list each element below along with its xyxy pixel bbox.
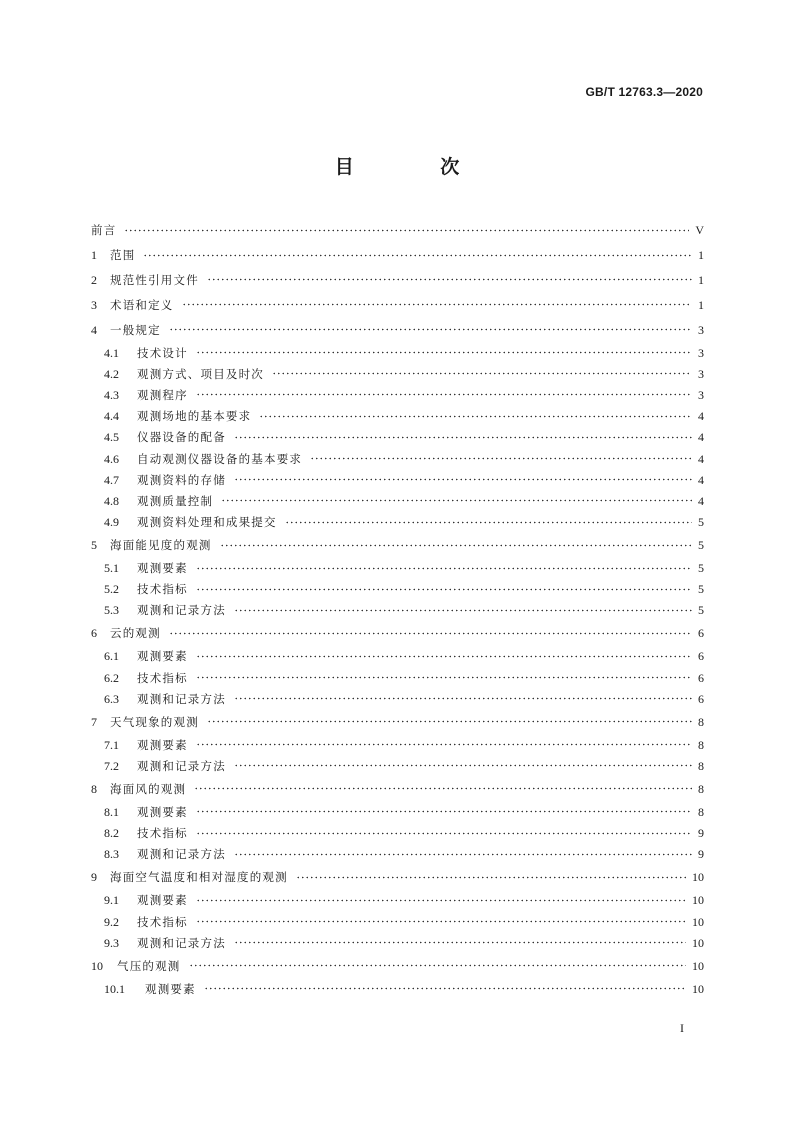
dot-leader <box>234 609 692 612</box>
toc-entry-title: 仪器设备的配备 <box>137 430 226 445</box>
toc-entry-title: 技术指标 <box>137 914 188 929</box>
toc-entry[interactable] <box>91 755 704 776</box>
toc-entry-number: 7 <box>91 714 97 729</box>
toc-entry-title: 观测和记录方法 <box>137 935 226 950</box>
toc-entry-page: 3 <box>698 322 704 337</box>
page-number: I <box>680 1021 684 1035</box>
toc-entry-title: 海面能见度的观测 <box>110 538 212 553</box>
toc-entry[interactable] <box>91 384 704 405</box>
table-of-contents <box>91 218 704 999</box>
toc-entry-number: 8.1 <box>104 804 119 819</box>
toc-entry[interactable] <box>91 363 704 384</box>
toc-entry-page: 8 <box>698 781 704 796</box>
toc-entry[interactable] <box>91 292 704 317</box>
toc-entry-page: 5 <box>698 603 704 618</box>
dot-leader <box>310 457 692 460</box>
dot-leader <box>196 832 692 835</box>
toc-entry-number: 8.3 <box>104 847 119 862</box>
toc-entry-number: 1 <box>91 248 97 263</box>
toc-entry-number: 4.3 <box>104 387 119 402</box>
toc-entry-title: 观测方式、项目及时次 <box>137 366 264 381</box>
toc-entry-page: 3 <box>698 366 704 381</box>
toc-entry-page: 10 <box>692 870 704 885</box>
dot-leader <box>124 229 689 232</box>
dot-leader <box>182 303 693 306</box>
toc-entry[interactable] <box>91 218 704 243</box>
toc-entry-page: 10 <box>692 958 704 973</box>
toc-entry-title: 海面空气温度和相对湿度的观测 <box>110 870 288 885</box>
toc-entry[interactable] <box>91 406 704 427</box>
dot-leader <box>196 810 692 813</box>
toc-entry-title: 观测和记录方法 <box>137 758 226 773</box>
toc-entry-number: 4.7 <box>104 472 119 487</box>
toc-entry[interactable] <box>91 709 704 734</box>
dot-leader <box>259 415 692 418</box>
toc-entry-page: V <box>695 223 704 238</box>
toc-entry-number: 4.9 <box>104 515 119 530</box>
toc-entry-title: 范围 <box>110 248 136 263</box>
dot-leader <box>169 328 692 331</box>
toc-entry-title: 气压的观测 <box>117 958 181 973</box>
toc-entry-title: 技术指标 <box>137 582 188 597</box>
dot-leader <box>196 567 692 570</box>
toc-entry-title: 观测要素 <box>137 804 188 819</box>
dot-leader <box>234 941 686 944</box>
toc-entry[interactable] <box>91 823 704 844</box>
toc-entry-title: 天气现象的观测 <box>110 714 199 729</box>
dot-leader <box>143 254 692 257</box>
dot-leader <box>196 351 692 354</box>
toc-entry[interactable] <box>91 600 704 621</box>
toc-entry-page: 1 <box>698 297 704 312</box>
toc-entry[interactable] <box>91 844 704 865</box>
toc-entry-title: 技术指标 <box>137 826 188 841</box>
toc-entry[interactable] <box>91 342 704 363</box>
toc-entry-title: 观测程序 <box>137 387 188 402</box>
toc-entry[interactable] <box>91 646 704 667</box>
dot-leader <box>234 853 692 856</box>
toc-entry-number: 4.4 <box>104 409 119 424</box>
dot-leader <box>196 920 686 923</box>
toc-entry-number: 9.1 <box>104 893 119 908</box>
toc-entry-page: 5 <box>698 515 704 530</box>
toc-entry-title: 自动观测仪器设备的基本要求 <box>137 451 303 466</box>
toc-entry-number: 6.3 <box>104 691 119 706</box>
toc-entry-page: 5 <box>698 561 704 576</box>
dot-leader <box>196 743 692 746</box>
dot-leader <box>169 632 692 635</box>
dot-leader <box>189 964 687 967</box>
toc-entry-number: 5.2 <box>104 582 119 597</box>
page-title: 目 次 <box>334 156 500 178</box>
toc-entry[interactable] <box>91 533 704 558</box>
toc-entry-number: 4.6 <box>104 451 119 466</box>
dot-leader <box>296 876 686 879</box>
toc-entry-number: 5 <box>91 538 97 553</box>
toc-entry-page: 4 <box>698 493 704 508</box>
toc-entry-page: 1 <box>698 248 704 263</box>
toc-entry-page: 5 <box>698 582 704 597</box>
toc-entry-number: 9.2 <box>104 914 119 929</box>
toc-entry-title: 技术指标 <box>137 670 188 685</box>
dot-leader <box>234 764 692 767</box>
toc-entry-title: 观测场地的基本要求 <box>137 409 252 424</box>
toc-entry-title: 云的观测 <box>110 626 161 641</box>
toc-entry-page: 8 <box>698 758 704 773</box>
dot-leader <box>196 676 692 679</box>
toc-entry-number: 4.2 <box>104 366 119 381</box>
toc-entry-title: 海面风的观测 <box>110 781 187 796</box>
toc-entry-number: 5.3 <box>104 603 119 618</box>
dot-leader <box>207 720 692 723</box>
dot-leader <box>207 278 692 281</box>
toc-entry-number: 6.2 <box>104 670 119 685</box>
toc-entry-number: 7.2 <box>104 758 119 773</box>
toc-entry-number: 9 <box>91 870 97 885</box>
dot-leader <box>196 655 692 658</box>
toc-entry[interactable] <box>91 777 704 802</box>
dot-leader <box>221 499 692 502</box>
toc-entry-page: 8 <box>698 737 704 752</box>
toc-entry[interactable] <box>91 890 704 911</box>
toc-entry-title: 规范性引用文件 <box>110 272 199 287</box>
toc-entry[interactable] <box>91 490 704 511</box>
dot-leader <box>196 588 692 591</box>
toc-entry-number: 9.3 <box>104 935 119 950</box>
dot-leader <box>234 478 692 481</box>
toc-entry-number: 4.8 <box>104 493 119 508</box>
toc-entry[interactable] <box>91 932 704 953</box>
toc-entry[interactable] <box>91 469 704 490</box>
toc-entry-number: 4.1 <box>104 345 119 360</box>
toc-entry[interactable] <box>91 911 704 932</box>
dot-leader <box>234 436 692 439</box>
toc-entry-page: 6 <box>698 691 704 706</box>
toc-entry-title: 观测要素 <box>137 649 188 664</box>
toc-entry-title: 观测和记录方法 <box>137 847 226 862</box>
toc-entry-page: 4 <box>698 472 704 487</box>
toc-entry-title: 前言 <box>91 223 117 238</box>
toc-entry[interactable] <box>91 978 704 999</box>
toc-entry-page: 4 <box>698 451 704 466</box>
toc-entry-page: 6 <box>698 649 704 664</box>
toc-entry[interactable] <box>91 427 704 448</box>
dot-leader <box>196 393 692 396</box>
toc-entry[interactable] <box>91 511 704 532</box>
toc-entry[interactable] <box>91 557 704 578</box>
toc-entry-number: 2 <box>91 272 97 287</box>
toc-entry-title: 观测资料的存储 <box>137 472 226 487</box>
toc-entry-title: 观测质量控制 <box>137 493 214 508</box>
toc-entry-page: 9 <box>698 847 704 862</box>
toc-entry-page: 4 <box>698 430 704 445</box>
toc-entry[interactable] <box>91 317 704 342</box>
toc-entry-page: 10 <box>692 935 704 950</box>
toc-entry-page: 8 <box>698 714 704 729</box>
toc-entry-title: 技术设计 <box>137 345 188 360</box>
toc-entry-number: 4.5 <box>104 430 119 445</box>
toc-entry-title: 术语和定义 <box>110 297 174 312</box>
dot-leader <box>196 899 686 902</box>
toc-entry-number: 6 <box>91 626 97 641</box>
dot-leader <box>234 697 692 700</box>
standard-code: GB/T 12763.3—2020 <box>585 85 703 99</box>
toc-entry-title: 观测要素 <box>137 561 188 576</box>
toc-entry[interactable] <box>91 667 704 688</box>
toc-entry[interactable] <box>91 865 704 890</box>
toc-entry-page: 10 <box>692 914 704 929</box>
toc-entry-number: 4 <box>91 322 97 337</box>
toc-entry[interactable] <box>91 243 704 268</box>
toc-entry-number: 7.1 <box>104 737 119 752</box>
toc-entry-page: 8 <box>698 804 704 819</box>
toc-entry-page: 9 <box>698 826 704 841</box>
toc-entry-title: 观测和记录方法 <box>137 603 226 618</box>
toc-entry-title: 观测和记录方法 <box>137 691 226 706</box>
dot-leader <box>194 787 692 790</box>
dot-leader <box>220 544 692 547</box>
dot-leader <box>285 521 692 524</box>
toc-entry-number: 8 <box>91 781 97 796</box>
toc-entry-page: 6 <box>698 626 704 641</box>
toc-entry-title: 观测要素 <box>137 893 188 908</box>
toc-entry[interactable] <box>91 448 704 469</box>
toc-entry-page: 6 <box>698 670 704 685</box>
toc-entry[interactable] <box>91 621 704 646</box>
toc-entry-number: 10 <box>91 958 103 973</box>
toc-entry-number: 3 <box>91 297 97 312</box>
toc-entry[interactable] <box>91 688 704 709</box>
toc-entry-number: 8.2 <box>104 826 119 841</box>
toc-entry[interactable] <box>91 953 704 978</box>
dot-leader <box>272 372 692 375</box>
toc-entry-title: 观测要素 <box>137 737 188 752</box>
toc-entry[interactable] <box>91 268 704 293</box>
toc-entry-number: 5.1 <box>104 561 119 576</box>
toc-entry-page: 4 <box>698 409 704 424</box>
toc-entry-page: 10 <box>692 981 704 996</box>
toc-entry[interactable] <box>91 801 704 822</box>
toc-entry-number: 6.1 <box>104 649 119 664</box>
toc-entry-title: 观测要素 <box>145 981 196 996</box>
toc-entry-page: 1 <box>698 272 704 287</box>
toc-entry-title: 观测资料处理和成果提交 <box>137 515 277 530</box>
toc-entry-page: 5 <box>698 538 704 553</box>
toc-entry-number: 10.1 <box>104 981 125 996</box>
toc-entry-page: 3 <box>698 345 704 360</box>
toc-entry-title: 一般规定 <box>110 322 161 337</box>
toc-entry-page: 10 <box>692 893 704 908</box>
toc-entry[interactable] <box>91 579 704 600</box>
dot-leader <box>204 987 686 990</box>
toc-entry[interactable] <box>91 734 704 755</box>
toc-entry-page: 3 <box>698 387 704 402</box>
